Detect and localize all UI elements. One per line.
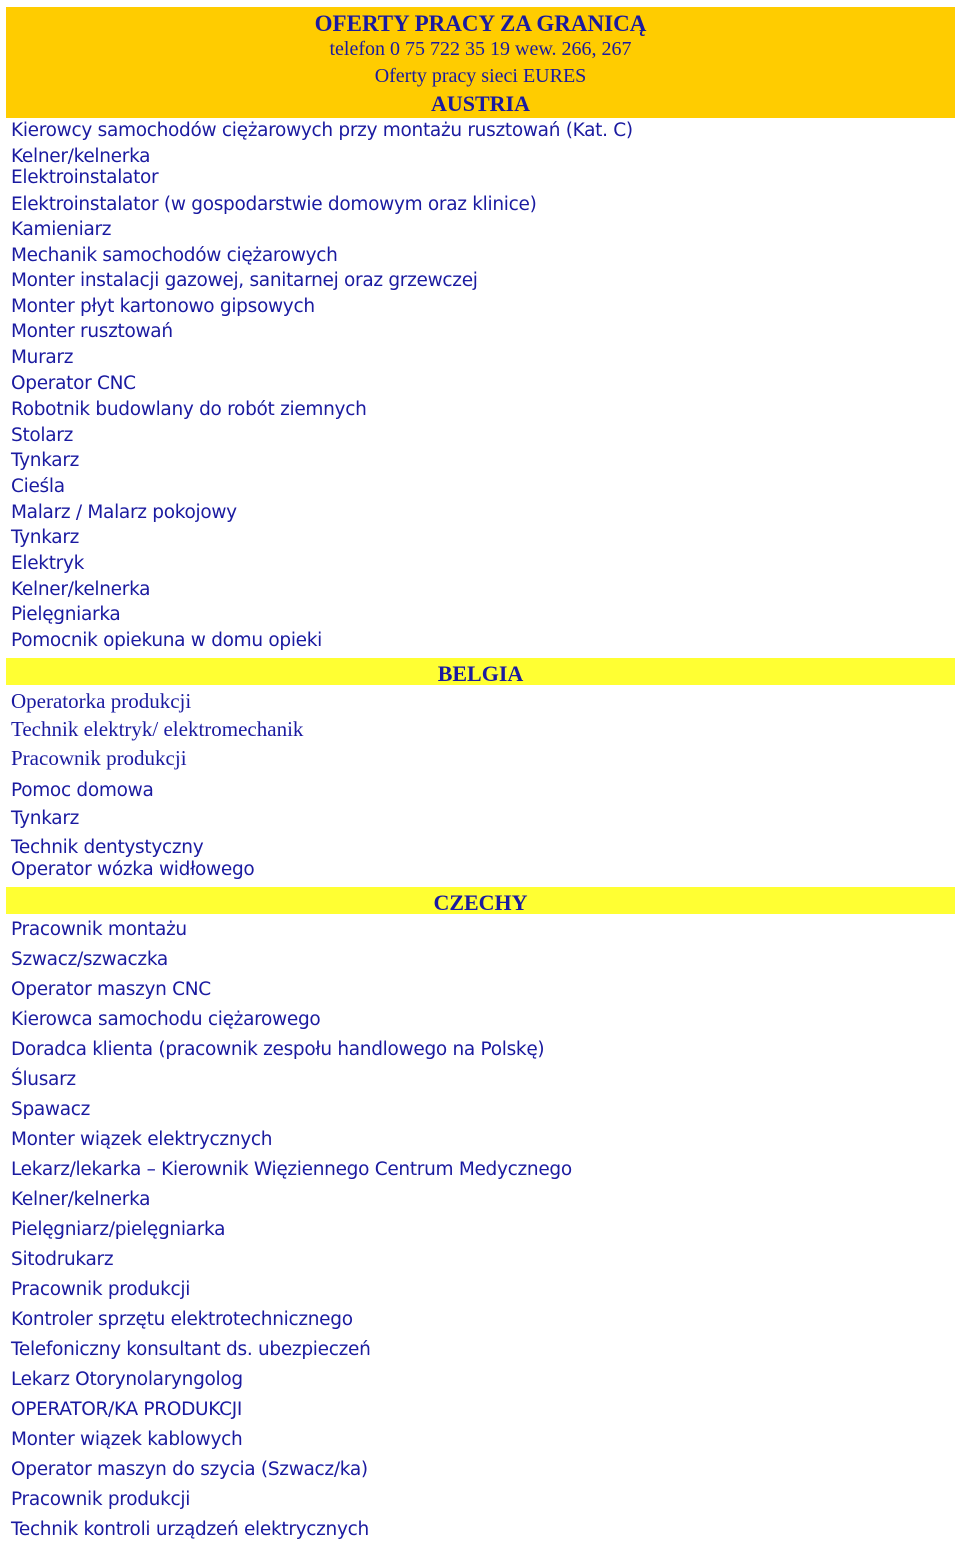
job-item: Kontroler sprzętu elektrotechnicznego	[11, 1309, 353, 1330]
header-box	[6, 7, 955, 118]
job-item: Technik dentystyczny	[11, 837, 204, 858]
job-item: Telefoniczny konsultant ds. ubezpieczeń	[11, 1339, 371, 1360]
job-item: Kamieniarz	[11, 219, 112, 240]
job-item: Pracownik produkcji	[11, 1279, 191, 1300]
job-item: Operator wózka widłowego	[11, 859, 255, 880]
job-item: Technik elektryk/ elektromechanik	[11, 717, 304, 741]
job-item: Szwacz/szwaczka	[11, 949, 168, 970]
job-item: Kelner/kelnerka	[11, 579, 151, 600]
job-item: Kelner/kelnerka	[11, 146, 151, 167]
job-item: Kierowcy samochodów ciężarowych przy montażu rusztowań (Kat. C)	[11, 120, 633, 141]
job-item: Tynkarz	[11, 808, 80, 829]
job-item: Operator maszyn do szycia (Szwacz/ka)	[11, 1459, 368, 1480]
job-item: Kierowca samochodu ciężarowego	[11, 1009, 321, 1030]
job-item: Operator CNC	[11, 373, 136, 394]
job-item: Pielęgniarka	[11, 604, 121, 625]
job-item: Mechanik samochodów ciężarowych	[11, 245, 338, 266]
job-item: Ślusarz	[11, 1069, 76, 1090]
job-item: Spawacz	[11, 1099, 91, 1120]
page-title: OFERTY PRACY ZA GRANICĄ	[314, 11, 647, 36]
job-item: Cieśla	[11, 476, 65, 497]
job-item: Pracownik produkcji	[11, 746, 187, 770]
job-item: Kelner/kelnerka	[11, 1189, 151, 1210]
job-item: Stolarz	[11, 425, 74, 446]
job-item: Monter instalacji gazowej, sanitarnej oraz grzewczej	[11, 270, 478, 291]
country-bar-czechy	[6, 887, 955, 914]
job-item: Technik kontroli urządzeń elektrycznych	[11, 1519, 369, 1540]
job-item: OPERATOR/KA PRODUKCJI	[11, 1399, 243, 1420]
job-item: Pomoc domowa	[11, 780, 154, 801]
job-item: Tynkarz	[11, 527, 80, 548]
job-item: Monter rusztowań	[11, 321, 173, 342]
job-item: Pielęgniarz/pielęgniarka	[11, 1219, 226, 1240]
job-item: Sitodrukarz	[11, 1249, 114, 1270]
job-item: Tynkarz	[11, 450, 80, 471]
country-heading-belgia: BELGIA	[437, 661, 524, 686]
job-item: Lekarz/lekarka – Kierownik Więziennego Centrum Medycznego	[11, 1159, 572, 1180]
country-heading-czechy: CZECHY	[433, 890, 528, 915]
job-item: Monter wiązek elektrycznych	[11, 1129, 273, 1150]
phone-line: telefon 0 75 722 35 19 wew. 266, 267	[329, 38, 632, 60]
job-item: Elektryk	[11, 553, 85, 574]
job-item: Pracownik montażu	[11, 919, 187, 940]
eures-line: Oferty pracy sieci EURES	[374, 65, 587, 87]
country-heading-austria: AUSTRIA	[430, 91, 531, 116]
job-item: Pracownik produkcji	[11, 1489, 191, 1510]
job-item: Elektroinstalator (w gospodarstwie domowym oraz klinice)	[11, 194, 537, 215]
job-item: Lekarz Otorynolaryngolog	[11, 1369, 243, 1390]
job-item: Monter wiązek kablowych	[11, 1429, 243, 1450]
job-item: Malarz / Malarz pokojowy	[11, 502, 237, 523]
job-item: Operatorka produkcji	[11, 689, 192, 713]
job-item: Operator maszyn CNC	[11, 979, 211, 1000]
job-item: Monter płyt kartonowo gipsowych	[11, 296, 315, 317]
job-item: Pomocnik opiekuna w domu opieki	[11, 630, 323, 651]
job-item: Robotnik budowlany do robót ziemnych	[11, 399, 367, 420]
country-bar-belgia	[6, 658, 955, 685]
job-item: Elektroinstalator	[11, 167, 159, 188]
job-item: Doradca klienta (pracownik zespołu handlowego na Polskę)	[11, 1039, 545, 1060]
job-item: Murarz	[11, 347, 74, 368]
